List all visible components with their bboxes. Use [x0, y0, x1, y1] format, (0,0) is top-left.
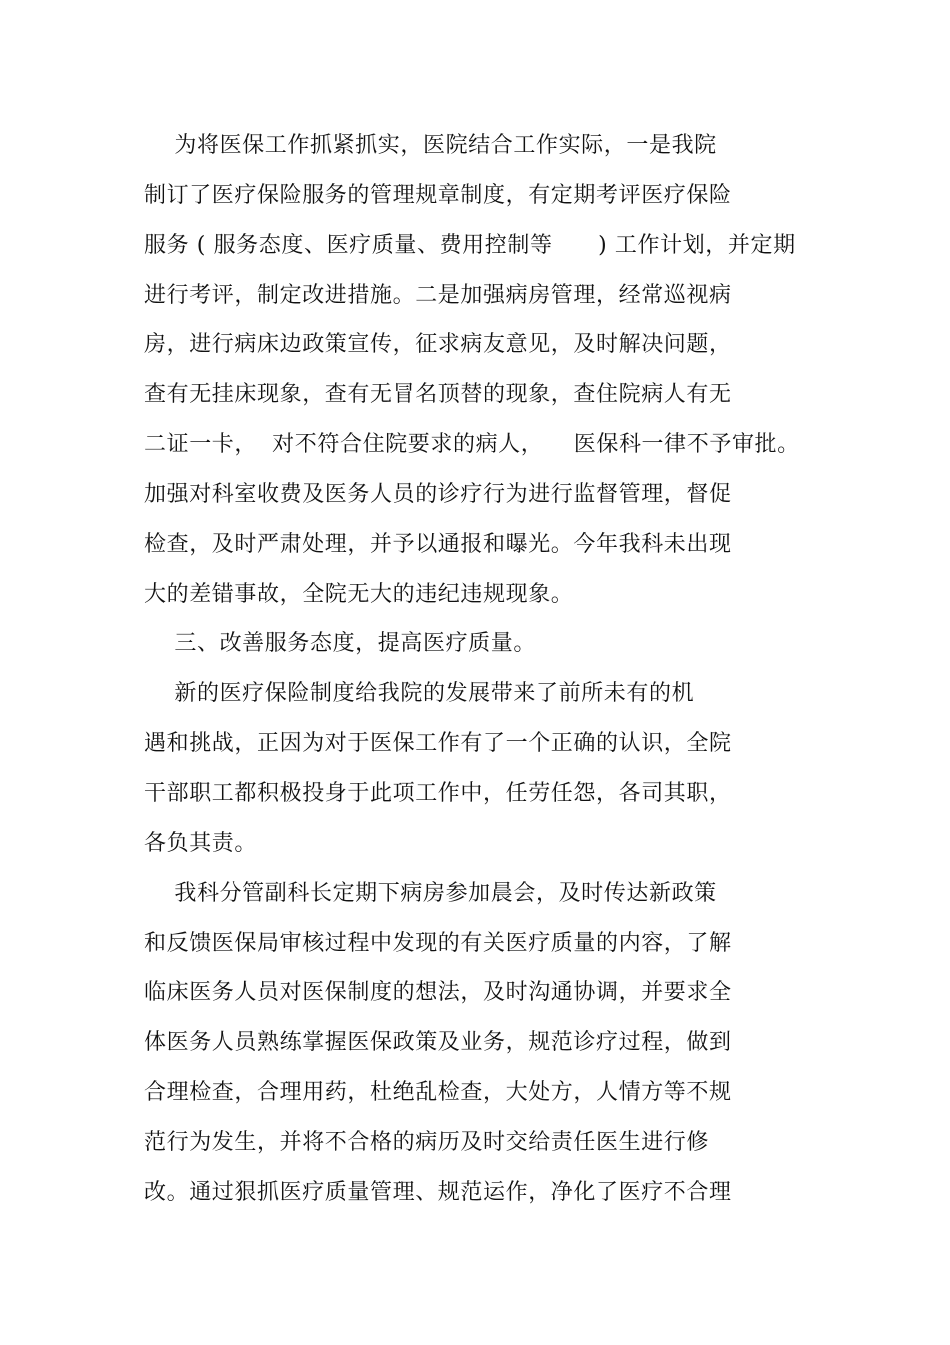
- text-line: 进行考评，制定改进措施。二是加强病房管理，经常巡视病: [144, 282, 732, 308]
- text-line: 服务 ( 服务态度、医疗质量、费用控制等 ) 工作计划，并定期: [144, 232, 796, 258]
- text-line: 范行为发生，并将不合格的病历及时交给责任医生进行修: [144, 1129, 710, 1155]
- text-line: 加强对科室收费及医务人员的诊疗行为进行监督管理，督促: [144, 481, 732, 507]
- text-line: 查有无挂床现象，查有无冒名顶替的现象，查住院病人有无: [144, 382, 732, 408]
- text-line: 二证一卡， 对不符合住院要求的病人， 医保科一律不予审批。: [144, 432, 800, 458]
- text-line: 遇和挑战，正因为对于医保工作有了一个正确的认识，全院: [144, 731, 732, 757]
- text-line: 为将医保工作抓紧抓实，医院结合工作实际，一是我院: [144, 133, 717, 158]
- body-text: [144, 121, 824, 1218]
- text-line: 体医务人员熟练掌握医保政策及业务，规范诊疗过程，做到: [144, 1030, 732, 1056]
- text-line: 新的医疗保险制度给我院的发展带来了前所未有的机: [144, 681, 695, 707]
- text-line: 我科分管副科长定期下病房参加晨会，及时传达新政策: [144, 880, 717, 906]
- text-line: 干部职工都积极投身于此项工作中，任劳任怨，各司其职，: [144, 780, 732, 806]
- text-line: 房，进行病床边政策宣传，征求病友意见，及时解决问题，: [144, 332, 732, 358]
- text-line: 各负其责。: [144, 830, 258, 856]
- text-line: 和反馈医保局审核过程中发现的有关医疗质量的内容，了解: [144, 930, 732, 956]
- section-heading: 三、改善服务态度，提高医疗质量。: [144, 631, 536, 657]
- text-line: 检查，及时严肃处理，并予以通报和曝光。今年我科未出现: [144, 531, 732, 557]
- text-line: 合理检查，合理用药，杜绝乱检查，大处方，人情方等不规: [144, 1080, 732, 1106]
- text-line: 制订了医疗保险服务的管理规章制度，有定期考评医疗保险: [144, 182, 732, 208]
- text-line: 大的差错事故，全院无大的违纪违规现象。: [144, 581, 574, 607]
- text-line: 临床医务人员对医保制度的想法，及时沟通协调，并要求全: [144, 980, 732, 1006]
- text-line: 改。通过狠抓医疗质量管理、规范运作，净化了医疗不合理: [144, 1179, 732, 1205]
